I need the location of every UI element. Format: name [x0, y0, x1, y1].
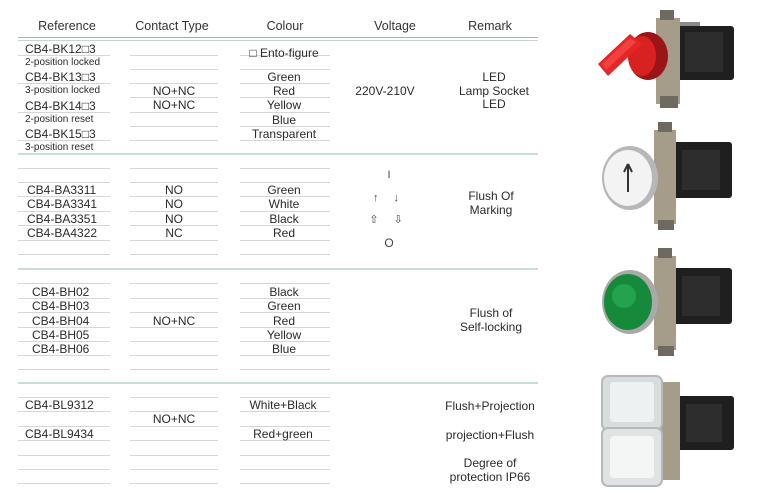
s3-colour-green: Green	[267, 299, 301, 313]
ref-bl9312: CB4-BL9312	[25, 398, 94, 412]
s1-colour-blue: Blue	[271, 113, 297, 127]
ref-bk13-sub: 3-position locked	[25, 85, 101, 96]
ref-bl9434: CB4-BL9434	[25, 427, 94, 441]
s3-colour-blue: Blue	[271, 342, 297, 356]
s2-contact-2: NO	[165, 197, 183, 211]
s1-remark-1: LED	[482, 70, 506, 84]
ref-ba3351: CB4-BA3351	[27, 212, 98, 226]
s4-colour-red-green: Red+green	[253, 427, 313, 441]
ref-ba3341: CB4-BA3341	[27, 197, 98, 211]
ref-bk14-sub: 2-position reset	[25, 114, 94, 125]
s2-colour-green: Green	[267, 183, 301, 197]
s1-colour-transparent: Transparent	[251, 127, 317, 141]
header-rule	[18, 37, 538, 38]
s4-colour-white-black: White+Black	[249, 398, 317, 412]
s1-colour-red: Red	[272, 84, 296, 98]
flush-button-green-image	[598, 248, 738, 358]
header-voltage: Voltage	[374, 19, 416, 33]
ref-bk12: CB4-BK12□3	[25, 42, 96, 56]
s2-remark-2: Marking	[469, 203, 513, 217]
ref-bk13: CB4-BK13□3	[25, 70, 96, 84]
ref-bk14: CB4-BK14□3	[25, 99, 96, 113]
s2-contact-4: NC	[165, 226, 183, 240]
s1-contact-1: NO+NC	[152, 84, 196, 98]
s4-remark-flush-projection: Flush+Projection	[445, 399, 535, 413]
section-separator-3	[18, 382, 538, 384]
ref-ba4322: CB4-BA4322	[27, 226, 98, 240]
s1-remark-3: LED	[482, 97, 506, 111]
s3-remark-1: Flush of	[469, 306, 513, 320]
s1-colour-ento: □ Ento-figure	[249, 46, 319, 60]
symbol-hollow-arrows: ⇧ ⇩	[369, 214, 409, 226]
s1-colour-yellow: Yellow	[266, 98, 302, 112]
s3-remark-2: Self-locking	[459, 320, 523, 334]
ref-bk12-sub: 2-position locked	[25, 57, 101, 68]
section-separator-2	[18, 268, 538, 270]
ref-ba3311: CB4-BA3311	[27, 183, 97, 197]
header-remark: Remark	[468, 19, 512, 33]
ref-bh03: CB4-BH03	[32, 299, 90, 313]
s2-colour-black: Black	[269, 212, 299, 226]
s3-contact: NO+NC	[152, 314, 196, 328]
header-colour: Colour	[266, 19, 304, 33]
s4-contact: NO+NC	[152, 412, 196, 426]
s4-remark-ip66: protection IP66	[449, 470, 531, 484]
ref-bk15: CB4-BK15□3	[25, 127, 96, 141]
symbol-one: I	[387, 169, 391, 181]
s2-remark-1: Flush Of	[468, 189, 514, 203]
s3-colour-red: Red	[272, 314, 296, 328]
header-reference: Reference	[38, 19, 96, 33]
protected-button-ip66-image	[592, 368, 742, 493]
s3-colour-black: Black	[269, 285, 299, 299]
symbol-arrows: ↑ ↓	[372, 192, 406, 204]
s2-colour-white: White	[268, 197, 300, 211]
s4-remark-projection-flush: projection+Flush	[445, 428, 535, 442]
s1-colour-green: Green	[267, 70, 301, 84]
header-contact-type: Contact Type	[135, 19, 209, 33]
s1-voltage: 220V-210V	[355, 84, 415, 98]
ref-bh04: CB4-BH04	[32, 314, 90, 328]
ref-bh02: CB4-BH02	[32, 285, 90, 299]
s1-contact-2: NO+NC	[152, 98, 196, 112]
header-rule-secondary	[18, 40, 538, 41]
flush-button-white-image	[598, 122, 738, 232]
ref-bh06: CB4-BH06	[32, 342, 90, 356]
s1-remark-2: Lamp Socket	[458, 84, 530, 98]
s2-contact-3: NO	[165, 212, 183, 226]
s3-colour-yellow: Yellow	[266, 328, 302, 342]
selector-switch-red-image	[590, 4, 740, 114]
symbol-zero: O	[384, 236, 394, 250]
s2-contact-1: NO	[165, 183, 183, 197]
s4-remark-degree: Degree of	[463, 456, 517, 470]
s2-colour-red: Red	[272, 226, 296, 240]
ref-bh05: CB4-BH05	[32, 328, 90, 342]
ref-bk15-sub: 3-position reset	[25, 142, 94, 153]
section-separator-1	[18, 153, 538, 155]
